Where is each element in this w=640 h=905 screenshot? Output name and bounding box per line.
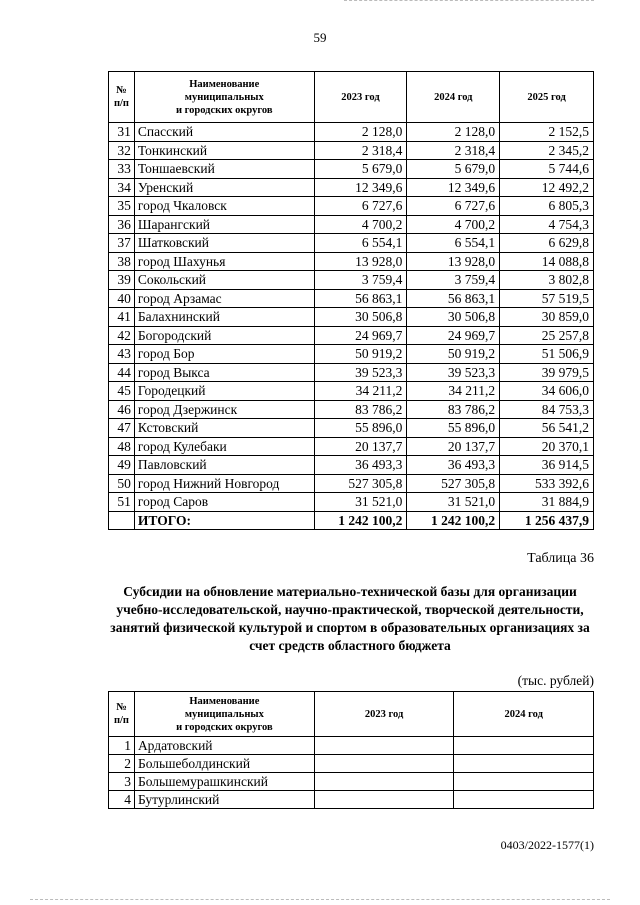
value-2024: 13 928,0 <box>407 252 500 271</box>
table-row <box>109 308 594 327</box>
value-2023: 527 305,8 <box>314 474 407 493</box>
total-2023: 1 242 100,2 <box>314 511 407 530</box>
value-2024: 24 969,7 <box>407 326 500 345</box>
value-2023: 20 137,7 <box>314 437 407 456</box>
row-number: 34 <box>109 178 135 197</box>
value-2025: 6 629,8 <box>500 234 594 253</box>
value-2024: 6 554,1 <box>407 234 500 253</box>
municipality-name: Тоншаевский <box>134 160 314 179</box>
table-row <box>109 456 594 475</box>
value-2024: 30 506,8 <box>407 308 500 327</box>
value-2025: 36 914,5 <box>500 456 594 475</box>
value-2025: 31 884,9 <box>500 493 594 512</box>
table-row <box>109 493 594 512</box>
units-label: (тыс. рублей) <box>517 673 594 688</box>
row-number: 39 <box>109 271 135 290</box>
municipality-name: Уренский <box>134 178 314 197</box>
row-number: 1 <box>109 737 135 755</box>
value-2023: 36 493,3 <box>314 456 407 475</box>
header-2023: 2023 год <box>314 72 407 123</box>
row-number: 48 <box>109 437 135 456</box>
value-2024: 36 493,3 <box>407 456 500 475</box>
value-2024: 55 896,0 <box>407 419 500 438</box>
value-2025: 84 753,3 <box>500 400 594 419</box>
value-2023: 56 863,1 <box>314 289 407 308</box>
municipality-name: город Выкса <box>134 363 314 382</box>
value-2023: 13 928,0 <box>314 252 407 271</box>
municipality-name: Сокольский <box>134 271 314 290</box>
value-2025: 2 152,5 <box>500 123 594 142</box>
row-number: 3 <box>109 773 135 791</box>
value-2023: 55 896,0 <box>314 419 407 438</box>
municipality-name: Шатковский <box>134 234 314 253</box>
value-2024 <box>454 791 594 809</box>
table-title: Субсидии на обновление материально-технической базы для организации учебно-исследовательской, научно-практической, творческой деятельности, занятий физической культурой и спортом в образовательных организациях за счет средств областного бюджета <box>110 584 590 653</box>
value-2023: 2 128,0 <box>314 123 407 142</box>
municipality-name: город Нижний Новгород <box>134 474 314 493</box>
value-2025: 6 805,3 <box>500 197 594 216</box>
value-2025: 56 541,2 <box>500 419 594 438</box>
table-row <box>109 197 594 216</box>
municipality-name: Большемурашкинский <box>134 773 314 791</box>
municipality-name: Шарангский <box>134 215 314 234</box>
row-number: 47 <box>109 419 135 438</box>
value-2024: 83 786,2 <box>407 400 500 419</box>
value-2023: 5 679,0 <box>314 160 407 179</box>
value-2024: 50 919,2 <box>407 345 500 364</box>
row-number: 4 <box>109 791 135 809</box>
municipality-name: Спасский <box>134 123 314 142</box>
value-2024 <box>454 737 594 755</box>
table-row <box>109 160 594 179</box>
value-2023: 50 919,2 <box>314 345 407 364</box>
municipality-name: Балахнинский <box>134 308 314 327</box>
municipality-name: город Бор <box>134 345 314 364</box>
header-num: № п/п <box>109 692 135 737</box>
table-row <box>109 252 594 271</box>
municipality-name: Кстовский <box>134 419 314 438</box>
value-2023 <box>314 791 454 809</box>
value-2025: 12 492,2 <box>500 178 594 197</box>
value-2025: 533 392,6 <box>500 474 594 493</box>
header-2024: 2024 год <box>454 692 594 737</box>
value-2025: 3 802,8 <box>500 271 594 290</box>
row-number: 45 <box>109 382 135 401</box>
row-number: 35 <box>109 197 135 216</box>
municipality-name: город Дзержинск <box>134 400 314 419</box>
value-2024: 39 523,3 <box>407 363 500 382</box>
value-2023: 2 318,4 <box>314 141 407 160</box>
value-2024 <box>454 773 594 791</box>
value-2023: 3 759,4 <box>314 271 407 290</box>
subsidy-table-continued <box>108 71 594 530</box>
row-number: 38 <box>109 252 135 271</box>
value-2023: 83 786,2 <box>314 400 407 419</box>
header-2025: 2025 год <box>500 72 594 123</box>
value-2024 <box>454 755 594 773</box>
subsidy-table-36 <box>108 691 594 809</box>
value-2024: 2 318,4 <box>407 141 500 160</box>
value-2024: 31 521,0 <box>407 493 500 512</box>
value-2025: 25 257,8 <box>500 326 594 345</box>
value-2024: 20 137,7 <box>407 437 500 456</box>
municipality-name: Городецкий <box>134 382 314 401</box>
table-label: Таблица 36 <box>527 551 594 566</box>
table-row <box>109 326 594 345</box>
value-2025: 57 519,5 <box>500 289 594 308</box>
row-number: 2 <box>109 755 135 773</box>
municipality-name: город Чкаловск <box>134 197 314 216</box>
value-2025: 4 754,3 <box>500 215 594 234</box>
row-number: 40 <box>109 289 135 308</box>
municipality-name: Тонкинский <box>134 141 314 160</box>
table-row <box>109 345 594 364</box>
value-2025: 39 979,5 <box>500 363 594 382</box>
header-name: Наименование муниципальных и городских округов <box>134 692 314 737</box>
table-row <box>109 755 594 773</box>
municipality-name: Ардатовский <box>134 737 314 755</box>
row-number: 37 <box>109 234 135 253</box>
row-number: 31 <box>109 123 135 142</box>
value-2023: 39 523,3 <box>314 363 407 382</box>
value-2023: 34 211,2 <box>314 382 407 401</box>
table-header-row <box>109 72 594 123</box>
total-2024: 1 242 100,2 <box>407 511 500 530</box>
table-row <box>109 234 594 253</box>
table-row <box>109 363 594 382</box>
scan-artifact-bottom <box>30 899 610 902</box>
total-2025: 1 256 437,9 <box>500 511 594 530</box>
municipality-name: город Шахунья <box>134 252 314 271</box>
value-2024: 527 305,8 <box>407 474 500 493</box>
value-2024: 56 863,1 <box>407 289 500 308</box>
table-row <box>109 382 594 401</box>
page-number: 59 <box>313 30 327 45</box>
municipality-name: Бутурлинский <box>134 791 314 809</box>
value-2025: 20 370,1 <box>500 437 594 456</box>
value-2023: 30 506,8 <box>314 308 407 327</box>
municipality-name: город Кулебаки <box>134 437 314 456</box>
row-number: 46 <box>109 400 135 419</box>
value-2024: 34 211,2 <box>407 382 500 401</box>
value-2023: 24 969,7 <box>314 326 407 345</box>
header-2024: 2024 год <box>407 72 500 123</box>
value-2025: 5 744,6 <box>500 160 594 179</box>
table-row <box>109 773 594 791</box>
value-2025: 30 859,0 <box>500 308 594 327</box>
total-row <box>109 511 594 530</box>
value-2023: 6 554,1 <box>314 234 407 253</box>
table-row <box>109 737 594 755</box>
municipality-name: Павловский <box>134 456 314 475</box>
table-row <box>109 791 594 809</box>
row-number: 33 <box>109 160 135 179</box>
value-2024: 6 727,6 <box>407 197 500 216</box>
table-row <box>109 289 594 308</box>
value-2025: 2 345,2 <box>500 141 594 160</box>
value-2024: 3 759,4 <box>407 271 500 290</box>
total-label: ИТОГО: <box>134 511 314 530</box>
row-number: 51 <box>109 493 135 512</box>
municipality-name: Богородский <box>134 326 314 345</box>
table-header-row <box>109 692 594 737</box>
table-row <box>109 400 594 419</box>
row-number: 44 <box>109 363 135 382</box>
header-2023: 2023 год <box>314 692 454 737</box>
value-2025: 14 088,8 <box>500 252 594 271</box>
header-name: Наименование муниципальных и городских округов <box>134 72 314 123</box>
row-number: 49 <box>109 456 135 475</box>
value-2023 <box>314 755 454 773</box>
municipality-name: город Саров <box>134 493 314 512</box>
value-2025: 34 606,0 <box>500 382 594 401</box>
value-2023: 4 700,2 <box>314 215 407 234</box>
table-row <box>109 437 594 456</box>
row-number: 50 <box>109 474 135 493</box>
table-row <box>109 271 594 290</box>
row-number: 42 <box>109 326 135 345</box>
value-2023 <box>314 737 454 755</box>
value-2024: 5 679,0 <box>407 160 500 179</box>
row-number: 43 <box>109 345 135 364</box>
table-row <box>109 474 594 493</box>
row-number: 36 <box>109 215 135 234</box>
document-code: 0403/2022-1577(1) <box>500 838 594 852</box>
table-row <box>109 178 594 197</box>
header-num: № п/п <box>109 72 135 123</box>
municipality-name: Большеболдинский <box>134 755 314 773</box>
row-number: 41 <box>109 308 135 327</box>
value-2023: 6 727,6 <box>314 197 407 216</box>
table-row <box>109 419 594 438</box>
value-2023: 31 521,0 <box>314 493 407 512</box>
value-2024: 12 349,6 <box>407 178 500 197</box>
table-row <box>109 123 594 142</box>
municipality-name: город Арзамас <box>134 289 314 308</box>
table-row <box>109 141 594 160</box>
table-row <box>109 215 594 234</box>
value-2023 <box>314 773 454 791</box>
value-2024: 4 700,2 <box>407 215 500 234</box>
row-number: 32 <box>109 141 135 160</box>
scan-artifact-top <box>344 0 594 3</box>
total-empty-cell <box>109 511 135 530</box>
value-2025: 51 506,9 <box>500 345 594 364</box>
value-2024: 2 128,0 <box>407 123 500 142</box>
value-2023: 12 349,6 <box>314 178 407 197</box>
